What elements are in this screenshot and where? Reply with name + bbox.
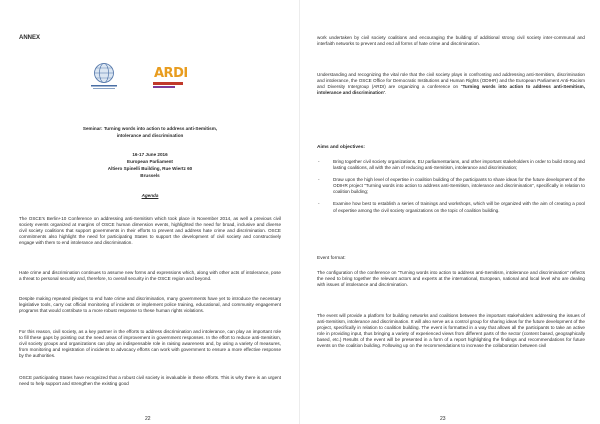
paragraph-participating-states: OSCE participating States have recognized that a robust civil society is invaluable in these efforts. This is why there is an urgent need to help support and strengthen the existing good — [19, 375, 281, 387]
aims-label: Aims and objectives: — [317, 145, 365, 150]
objective-item: - Bring together civil society organizations, EU parliamentarians, and other important stakeholders in order to build strong and lasting coalitions, all with the aim of reducing anti-Semitism, intolerance and discrimination; — [318, 159, 585, 171]
event-paragraph: The event will provide a platform for building networks and coalitions between the important stakeholders addressing the issues of anti-Semitism, intolerance and discrimination. It will also serve as a control group for sharing ideas for the future development of the project, specifically in relation to coalition building. The event is formatted in a way that allows all the participants to take an active role in providing input, thus bringing a variety of experienced views from different parts of the sector (content based, geographically based, etc.) Results of the event will be presented in a form of a report highlighting the findings and recommendations for future events on the coalition building. Following up on the recommendations to increase the collaboration between civil — [317, 313, 585, 349]
format-paragraph: The configuration of the conference on “Turning words into action to address anti-Semitism, intolerance and discrimination” reflects the need to bring together the relevant actors and experts at the international, European, national and local level who are dealing with issues of intolerance and discrimination. — [317, 270, 585, 288]
agenda-label: Agenda — [141, 193, 159, 198]
conference-title: Turning words into action to address anti-Semitism, intolerance and discrimination — [317, 84, 585, 96]
page-number-right: 23 — [440, 416, 446, 422]
seminar-title-line1: Seminar: Turning words into action to address anti-Semitism, — [82, 126, 218, 131]
ardi-logo: ARDI — [150, 65, 184, 91]
event-format-label: Event format: — [317, 256, 346, 261]
recognition-paragraph: Understanding and recognizing the vital role that the civil society plays in confronting and addressing anti-Semitism, discrimination and intolerance, the OSCE Office for Democratic Institutions and Human Rights (ODIHR) and the European Parliament Anti-Racism and Diversity Intergroup (ARDI) are organizing a conference on “Turning words into action to address anti-Semitism, intolerance and discrimination”. — [317, 72, 585, 96]
osce-logo — [86, 62, 122, 92]
page-number-left: 22 — [145, 416, 151, 422]
paragraph-pledges: Despite making repeated pledges to end hate crime and discrimination, many governments have yet to introduce the necessary legislative tools, carry out official monitoring of incidents or implement police training, educational, and community engagement programs that would contribute to a more robust response to these human rights violations. — [19, 296, 281, 314]
objective-item: - Draw upon the high level of expertise in coalition building of the participants to share ideas for the future development of the ODIHR project “Turning words into action to address anti-Semitism, intolerance and discrimination”, specifically in relation to coalition building; — [318, 177, 585, 195]
right-page — [300, 0, 600, 424]
objective-item: - Examine how best to establish a series of trainings and workshops, which will be organized with the aim of creating a pool of expertise among the civil society organizations on the topic of coalition building. — [318, 201, 585, 213]
venue-line2: Altiero Spinelli Building, Rue Wiertz 60 — [107, 166, 193, 171]
event-date: 16-17 June 2016 — [132, 152, 168, 157]
seminar-title-line2: intolerance and discrimination — [116, 133, 184, 138]
venue-line1: European Parliament — [127, 159, 173, 164]
paragraph-berlin: The OSCE's Berlin+10 Conference on addressing anti-Semitism which took place in November 2014, as well a previous civil society events organized at margins of OSCE human dimension events, highlighted the need for broad, inclusive and diverse civil society coalitions that support governments in their efforts to prevent and address hate crime and discrimination. OSCE commitments also highlight the need for participating States to support the development of civil society and constructively engage with them to end intolerance and discrimination. — [19, 216, 281, 246]
objectives-list — [317, 159, 585, 220]
venue-line3: Brussels — [140, 173, 160, 178]
paragraph-civil-society: For this reason, civil society, as a key partner in the efforts to address discrimination and intolerance, can play an important role to fill these gaps by pointing out the need areas of improvement in government responses. In the effort to reduce anti-Semitism, civil society groups and organizations can play an indispensable role in raising awareness and, by using a variety of measures, from monitoring and registration of incidents to advocacy efforts can work with government to ensure a more effective response by the authorities. — [19, 329, 281, 359]
paragraph-hate-crime: Hate crime and discrimination continues to assume new forms and expressions which, along with other acts of intolerance, pose a threat to personal security and, therefore, to overall security in the OSCE region and beyond. — [19, 270, 281, 282]
annex-heading: ANNEX — [19, 35, 41, 41]
intro-paragraph: work undertaken by civil society coalitions and encouraging the building of additional strong civil society inter-communal and interfaith networks to prevent and end all forms of hate crime and discrimination. — [317, 35, 585, 47]
